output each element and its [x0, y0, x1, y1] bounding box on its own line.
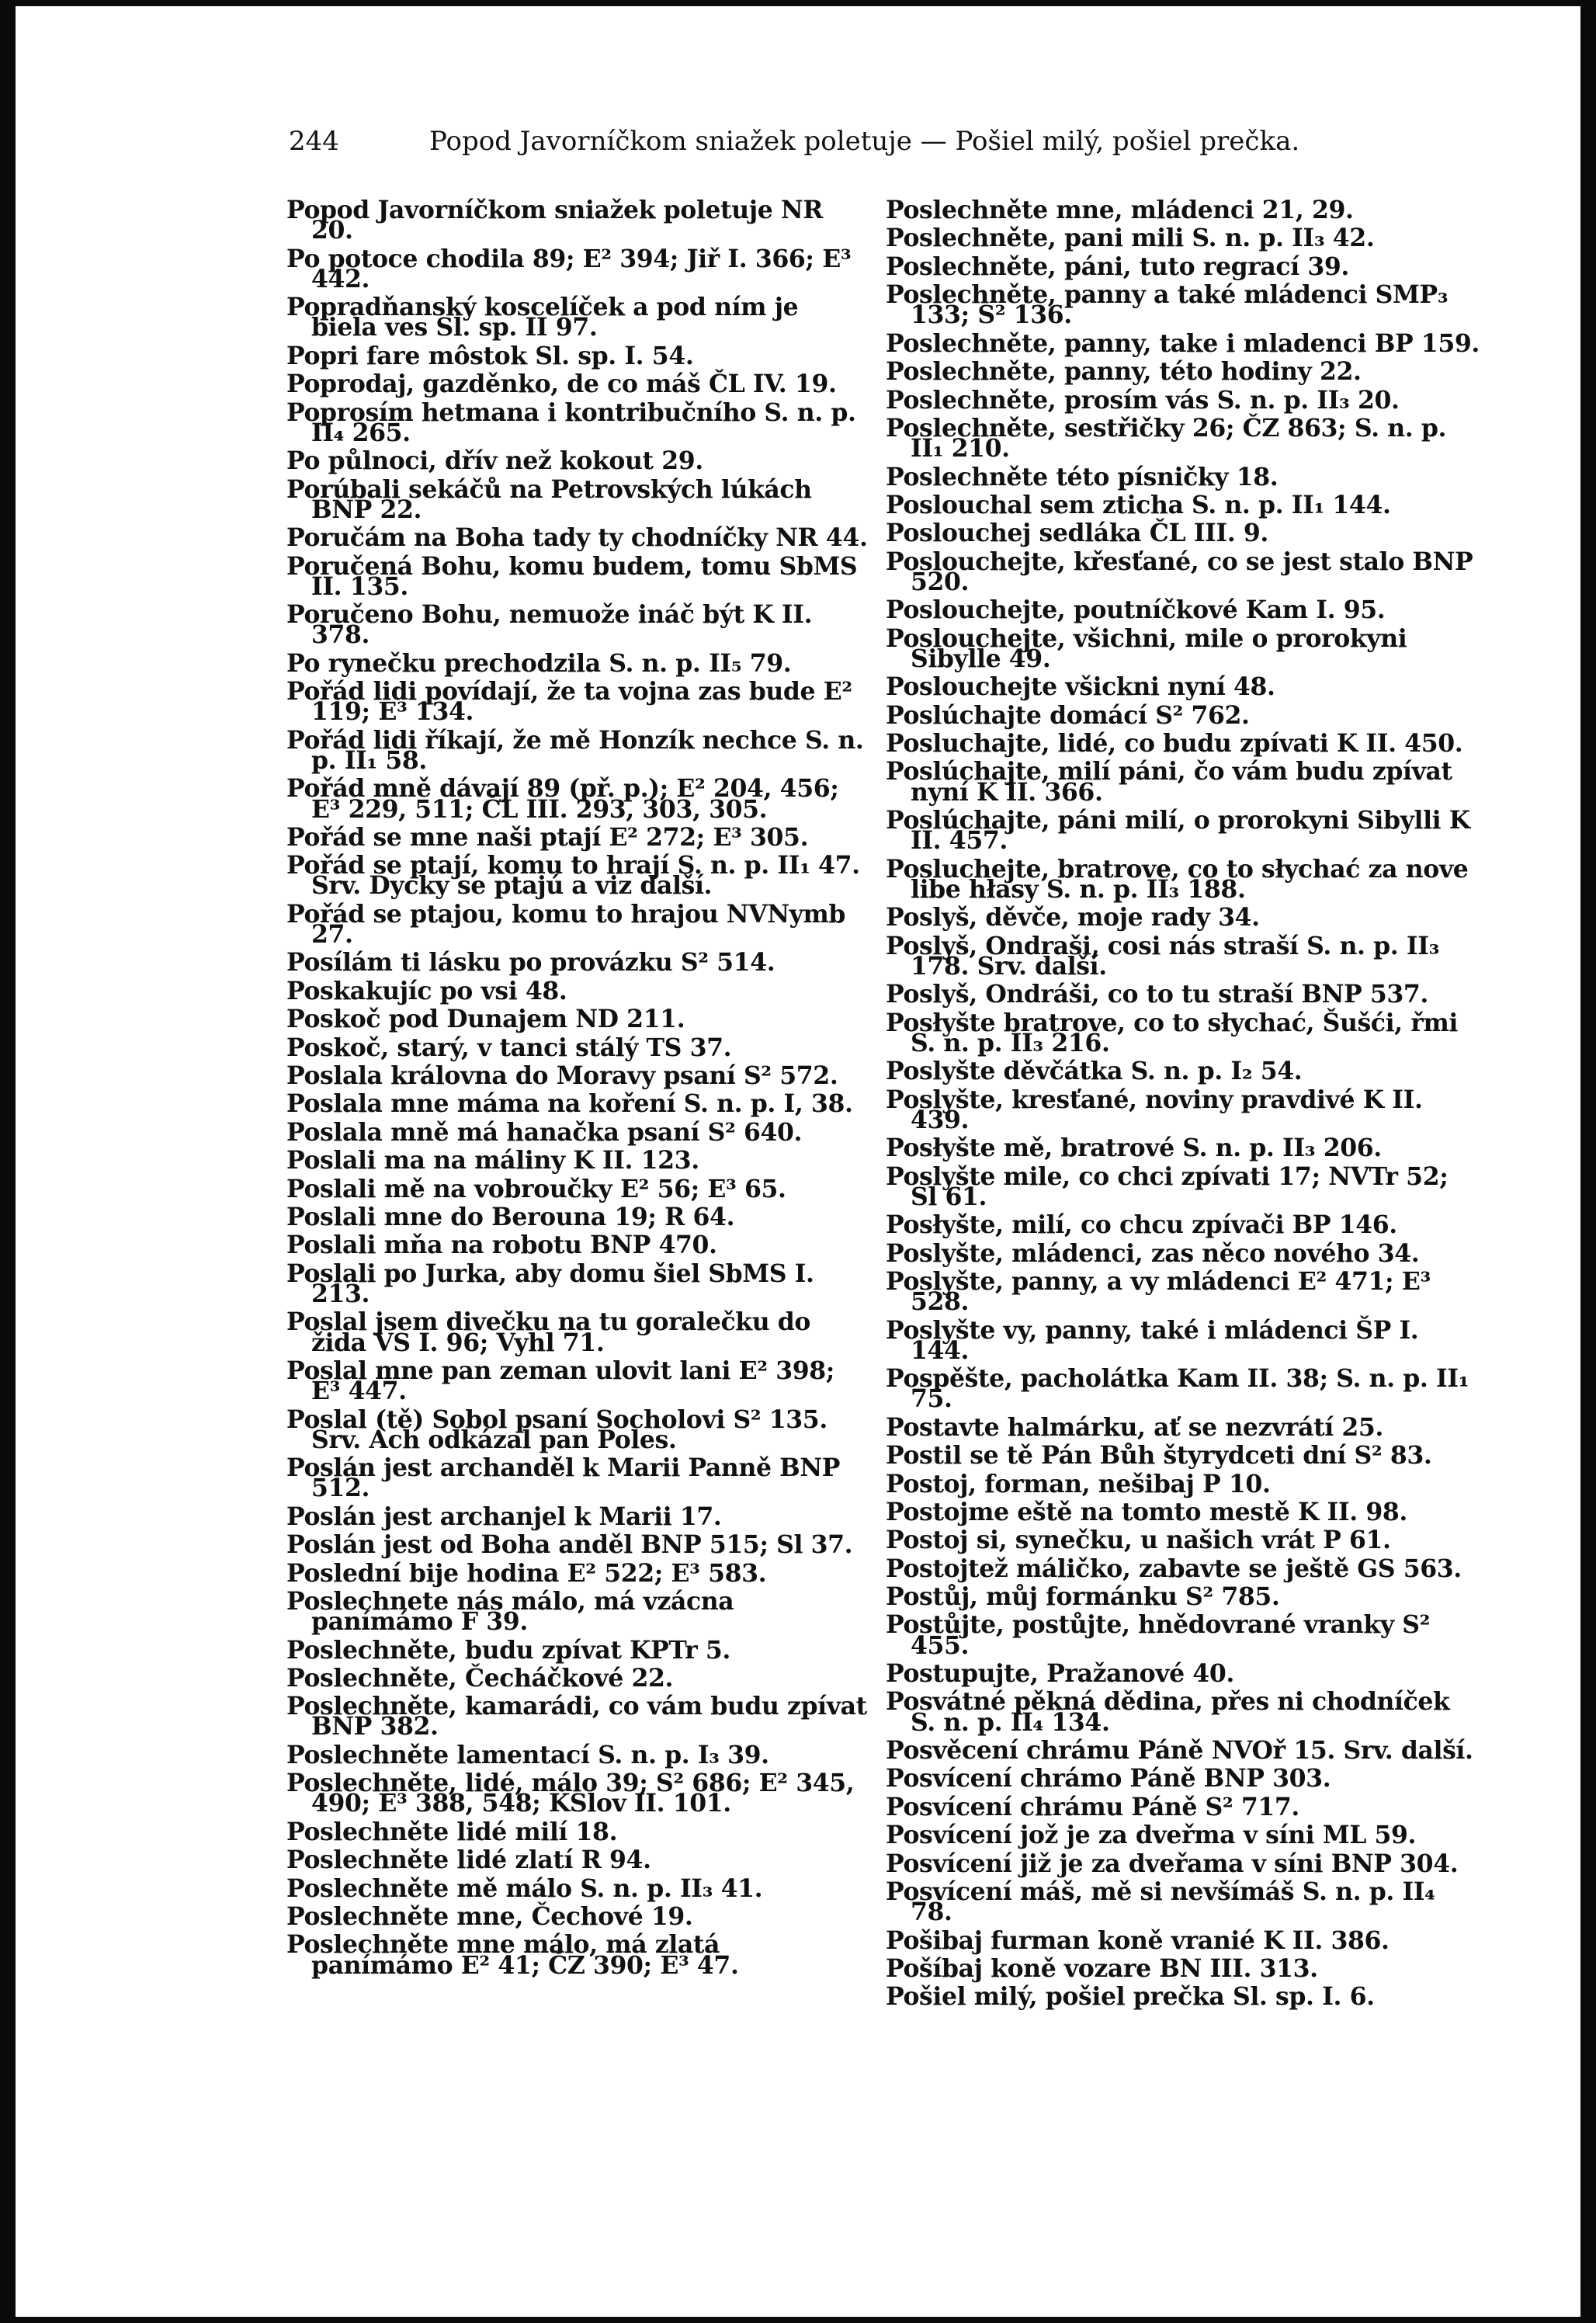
index-entry: Po půlnoci, dřív než kokout 29.	[286, 446, 703, 476]
index-entry: Poslechněte, budu zpívat KPTr 5.	[286, 1635, 730, 1665]
index-entry: Poslyšte vy, panny, také i mládenci ŠP I. 144.	[886, 1315, 1419, 1365]
index-entry: Postupujte, Pražanové 40.	[886, 1659, 1234, 1689]
index-entry: Posłyšte, milí, co chcu zpívači BP 146.	[886, 1210, 1397, 1240]
index-entry: Posvícení chrámo Páně BNP 303.	[886, 1764, 1331, 1793]
index-entry: Pošíbaj koně vozare BN III. 313.	[886, 1953, 1318, 1983]
index-entry: Popod Javorníčkom sniažek poletuje NR 20.	[286, 196, 824, 245]
index-entry: Poslúchajte domácí S² 762.	[886, 700, 1250, 730]
index-entry: Posluchejte, bratrove, co to słychać za nove libe hłasy S. n. p. II₃ 188.	[886, 854, 1469, 904]
index-entry: Poslala královna do Moravy psaní S² 572.	[286, 1061, 838, 1091]
index-entry: Poslechněte, Čecháčkové 22.	[286, 1663, 674, 1693]
index-entry: Poslyšte mile, co chci zpívati 17; NVTr 52; Sl 61.	[886, 1162, 1449, 1211]
index-entry: Posvícení již je za dveřama v síni BNP 304.	[886, 1849, 1459, 1878]
index-entry: Poslední bije hodina E² 522; E³ 583.	[286, 1558, 767, 1588]
index-entry: Poskoč, starý, v tanci stálý TS 37.	[286, 1033, 732, 1062]
index-entry: Poslechněte lidé zlatí R 94.	[286, 1846, 651, 1875]
index-entry: Pořád mně dávají 89 (př. p.); E² 204, 456; E³ 229, 511; ČL III. 293, 303, 305.	[286, 774, 839, 824]
index-entry: Po rynečku prechodzila S. n. p. II₅ 79.	[286, 648, 792, 678]
index-entry: Poslyš, Ondraši, cosi nás straší S. n. p. II₃ 178. Srv. další.	[886, 931, 1439, 981]
index-entry: Poslechněte této písničky 18.	[886, 462, 1279, 491]
index-entry: Poskakujíc po vsi 48.	[286, 976, 567, 1005]
index-entry: Postojme eště na tomto mestě K II. 98.	[886, 1497, 1407, 1526]
index-entry: Poskoč pod Dunajem ND 211.	[286, 1005, 685, 1034]
index-entry: Posvícení jož je za dveřma v síni ML 59.	[886, 1821, 1417, 1850]
index-entry: Postoj si, synečku, u našich vrát P 61.	[886, 1526, 1391, 1555]
index-entry: Posłyšte mě, bratrové S. n. p. II₃ 206.	[886, 1134, 1382, 1163]
index-entry: Poslán jest od Boha anděl BNP 515; Sl 37.	[286, 1530, 853, 1560]
index-entry: Poslúchajte, milí páni, čo vám budu zpívat nyní K II. 366.	[886, 757, 1452, 807]
index-entry: Poslechněte, sestřičky 26; ČZ 863; S. n. p. II₁ 210.	[886, 413, 1447, 464]
index-entry: Poslyšte, panny, a vy mládenci E² 471; E³ 528.	[886, 1266, 1431, 1317]
index-entry: Poslechněte, pani mili S. n. p. II₃ 42.	[886, 224, 1375, 253]
index-entry: Posvěcení chrámu Páně NVOř 15. Srv. další.	[886, 1736, 1473, 1766]
index-entry: Postůj, můj formánku S² 785.	[886, 1582, 1280, 1612]
index-entry: Poslouchejte, křesťané, co se jest stalo BNP 520.	[886, 547, 1473, 596]
index-entry: Poslechněte mne, mládenci 21, 29.	[886, 196, 1354, 224]
index-entry: Poslali mňa na robotu BNP 470.	[286, 1231, 717, 1260]
index-entry: Poslechněte mě málo S. n. p. II₃ 41.	[286, 1873, 763, 1903]
index-entry: Poslal jsem divečku na tu goralečku do žida VS I. 96; Vyhl 71.	[286, 1307, 811, 1357]
index-entry: Po potoce chodila 89; E² 394; Jiř I. 366; E³ 442.	[286, 244, 852, 293]
index-entry: Poručená Bohu, komu budem, tomu SbMS II. 135.	[286, 551, 858, 601]
index-entry: Pošibaj furman koně vranié K II. 386.	[886, 1925, 1390, 1955]
index-entry: Posvícení chrámu Páně S² 717.	[886, 1792, 1299, 1821]
index-entry: Pošiel milý, pošiel prečka Sl. sp. I. 6.	[886, 1982, 1375, 2012]
index-entry: Poslán jest archanděl k Marii Panně BNP 512.	[286, 1453, 841, 1503]
index-entry: Postavte halmárku, ať se nezvrátí 25.	[886, 1412, 1383, 1442]
index-entry: Posluchajte, lidé, co budu zpívati K II. 450.	[886, 729, 1463, 759]
index-entry: Posłyšte bratrove, co to słychać, Šušći, řmi S. n. p. II₃ 216.	[886, 1008, 1458, 1057]
index-entry: Poprodaj, gazděnko, de co máš ČL IV. 19.	[286, 370, 837, 399]
index-entry: Poslouchal sem zticha S. n. p. II₁ 144.	[886, 490, 1391, 519]
index-entry: Posvátné pěkná dědina, přes ni chodníček S. n. p. II₄ 134.	[886, 1687, 1450, 1737]
index-entry: Pořád se ptají, komu to hrají S. n. p. II₁ 47. Srv. Dycky se ptajú a viz další.	[286, 851, 860, 901]
index-entry: Postil se tě Pán Bůh štyrydceti dní S² 83.	[886, 1441, 1432, 1471]
index-entry: Pořád se ptajou, komu to hrajou NVNymb 27.	[286, 899, 846, 950]
index-entry: Popri fare môstok Sl. sp. I. 54.	[286, 341, 694, 370]
index-entry: Poprosím hetmana i kontribučního S. n. p. II₄ 265.	[286, 398, 856, 447]
index-entry: Pořád lidi povídají, že ta vojna zas bude E² 119; E³ 134.	[286, 677, 852, 727]
index-entry: Posvícení máš, mě si nevšímáš S. n. p. II₄ 78.	[886, 1877, 1435, 1927]
index-entry: Poslechnete nás málo, má vzácna panímámo F 39.	[286, 1586, 734, 1637]
index-entry: Poslouchejte, všichni, mile o prorokyni Sibylle 49.	[886, 623, 1407, 673]
index-entry: Postůjte, postůjte, hnědovrané vranky S² 455.	[886, 1610, 1431, 1660]
index-entry: Poslali ma na máliny K II. 123.	[286, 1146, 699, 1175]
index-entry: Poslyš, děvče, moje rady 34.	[886, 903, 1260, 932]
index-entry: Poslúchajte, páni milí, o prorokyni Sibylli K II. 457.	[886, 806, 1470, 856]
index-entry: Poslechněte lamentací S. n. p. I₃ 39.	[286, 1740, 769, 1769]
index-entry: Pořád lidi říkají, že mě Honzík nechce S. n. p. II₁ 58.	[286, 725, 864, 775]
index-entry: Poslouchejte všickni nyní 48.	[886, 672, 1275, 702]
index-entry: Poslyšte, kresťané, noviny pravdivé K II. 439.	[886, 1085, 1423, 1134]
index-entry: Popradňanský koscelíček a pod ním je biela ves Sl. sp. II 97.	[286, 293, 799, 342]
index-entry: Poslechněte, panny, take i mladenci BP 159.	[886, 328, 1480, 358]
index-entry: Poslechněte lidé milí 18.	[286, 1817, 618, 1846]
index-entry: Poslyš, Ondráši, co to tu straší BNP 537.	[886, 980, 1428, 1009]
index-entry: Pořád se mne naši ptají E² 272; E³ 305.	[286, 822, 809, 852]
index-entry: Poručeno Bohu, nemuože ináč být K II. 378.	[286, 600, 813, 650]
index-entry: Porúbali sekáčů na Petrovských lúkách BNP 22.	[286, 474, 812, 524]
index-entry: Poslala mne máma na koření S. n. p. I, 38.	[286, 1089, 853, 1119]
index-entry: Poručám na Boha tady ty chodníčky NR 44.	[286, 523, 868, 553]
index-entry: Poslal mne pan zeman ulovit lani E² 398; E³ 447.	[286, 1356, 835, 1406]
index-entry: Poslyšte děvčátka S. n. p. I₂ 54.	[886, 1057, 1303, 1086]
index-entry: Poslouchej sedláka ČL III. 9.	[886, 519, 1268, 548]
index-entry: Poslouchejte, poutníčkové Kam I. 95.	[886, 596, 1386, 625]
index-entry: Poslechněte, kamarádi, co vám budu zpívat BNP 382.	[286, 1692, 867, 1741]
index-column-right	[886, 196, 1480, 2016]
index-entry: Poslali mne do Berouna 19; R 64.	[286, 1202, 735, 1231]
index-entry: Poslechněte, prosím vás S. n. p. II₃ 20.	[886, 385, 1400, 415]
index-entry: Posílám ti lásku po provázku S² 514.	[286, 948, 775, 977]
index-entry: Poslechněte, páni, tuto regrací 39.	[886, 252, 1349, 281]
index-entry: Poslechněte mne málo, má zlatá panímámo E² 41; ČZ 390; E³ 47.	[286, 1930, 739, 1980]
index-entry: Poslali mě na vobroučky E² 56; E³ 65.	[286, 1174, 786, 1203]
index-entry: Pospěšte, pacholátka Kam II. 38; S. n. p. II₁ 75.	[886, 1364, 1469, 1414]
index-entry: Postojtež máličko, zabavte se ještě GS 563.	[886, 1554, 1462, 1583]
index-entry: Poslyšte, mládenci, zas něco nového 34.	[886, 1238, 1420, 1268]
index-entry: Poslechněte mne, Čechové 19.	[286, 1902, 693, 1932]
page-header	[16, 126, 1580, 157]
index-entry: Poslán jest archanjel k Marii 17.	[286, 1502, 722, 1531]
index-entry: Poslali po Jurka, aby domu šiel SbMS I. 213.	[286, 1259, 814, 1308]
index-entry: Poslala mně má hanačka psaní S² 640.	[286, 1117, 803, 1147]
page-number: 244	[289, 126, 339, 157]
index-entry: Poslechněte, panny a také mládenci SMP₃ 133; S² 136.	[886, 280, 1449, 330]
index-entry: Poslal (tě) Sobol psaní Socholovi S² 135. Srv. Ach odkázal pan Poles.	[286, 1405, 827, 1454]
index-column-left	[286, 196, 869, 1984]
index-entry: Poslechněte, panny, této hodiny 22.	[886, 357, 1362, 387]
book-page	[16, 6, 1580, 2317]
index-entry: Postoj, forman, nešibaj P 10.	[886, 1469, 1271, 1498]
index-entry: Poslechněte, lidé, málo 39; S² 686; E² 345, 490; E³ 388, 548; KSlov II. 101.	[286, 1769, 855, 1818]
running-title: Popod Javorníčkom sniažek poletuje — Pošiel milý, pošiel prečka.	[429, 126, 1300, 157]
